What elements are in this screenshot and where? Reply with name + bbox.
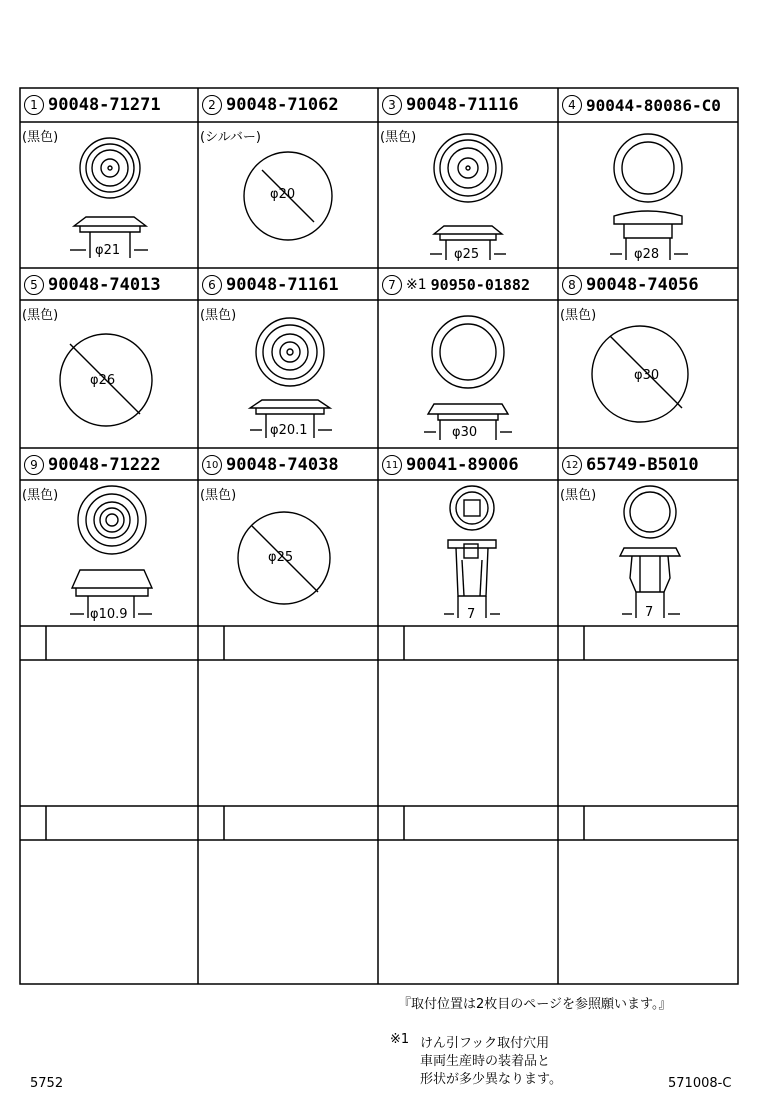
part-1-drawing: [70, 138, 148, 258]
item-number: 10: [202, 455, 222, 475]
part-12-drawing: [620, 486, 680, 618]
item-number: 3: [382, 95, 402, 115]
cell-header-6: [198, 268, 378, 302]
part-8-color: (黒色): [560, 308, 597, 323]
note-mark: ※1: [406, 277, 427, 293]
part-9-dimension: φ10.9: [90, 607, 128, 622]
cell-header-9: [20, 448, 198, 482]
cell-header-5: [20, 268, 198, 302]
cell-header-11: [378, 448, 558, 482]
part-6-drawing: [250, 318, 332, 438]
part-number: 90048-74038: [226, 455, 339, 475]
item-number: 11: [382, 455, 402, 475]
part-number: 90048-74013: [48, 275, 161, 295]
footnote-line-1: けん引フック取付穴用: [420, 1036, 550, 1051]
cell-header-1: [20, 88, 198, 122]
part-number: 90048-71116: [406, 95, 519, 115]
page-code-left: 5752: [30, 1076, 64, 1091]
cell-header-8: [558, 268, 738, 302]
item-number: 1: [24, 95, 44, 115]
part-2-color: (シルバー): [200, 130, 261, 145]
part-3-color: (黒色): [380, 130, 417, 145]
footnote-line-2: 車両生産時の装着品と: [420, 1054, 551, 1069]
part-2-dimension: φ20: [270, 187, 296, 202]
part-number: 90048-71271: [48, 95, 161, 115]
part-number: 90041-89006: [406, 455, 519, 475]
item-number: 5: [24, 275, 44, 295]
part-9-drawing: [70, 486, 152, 618]
part-7-drawing: [424, 316, 512, 440]
part-number: 90048-71161: [226, 275, 339, 295]
page-code-right: 571008-C: [668, 1076, 732, 1091]
item-number: 8: [562, 275, 582, 295]
part-4-dimension: φ28: [634, 247, 660, 262]
item-number: 2: [202, 95, 222, 115]
footnote-mark: ※1: [390, 1032, 410, 1047]
part-3-drawing: [430, 134, 506, 260]
part-12-color: (黒色): [560, 488, 597, 503]
item-number: 6: [202, 275, 222, 295]
item-number: 7: [382, 275, 402, 295]
cell-header-2: [198, 88, 378, 122]
part-number: 90048-71062: [226, 95, 339, 115]
part-12-dimension: 7: [645, 605, 654, 620]
cell-header-12: [558, 448, 738, 482]
item-number: 4: [562, 95, 582, 115]
part-7-dimension: φ30: [452, 425, 478, 440]
part-number: 90048-74056: [586, 275, 699, 295]
part-10-color: (黒色): [200, 488, 237, 503]
part-number: 90048-71222: [48, 455, 161, 475]
item-number: 12: [562, 455, 582, 475]
part-11-dimension: 7: [467, 607, 476, 622]
part-5-color: (黒色): [22, 308, 59, 323]
part-6-dimension: φ20.1: [270, 423, 308, 438]
item-number: 9: [24, 455, 44, 475]
part-6-color: (黒色): [200, 308, 237, 323]
part-4-drawing: [610, 134, 688, 260]
part-1-dimension: φ21: [95, 243, 121, 258]
part-1-color: (黒色): [22, 130, 59, 145]
part-number: 90950-01882: [430, 276, 530, 294]
reference-note: 『取付位置は2枚目のページを参照願います。』: [398, 997, 672, 1012]
cell-header-7: [378, 268, 558, 302]
part-number: 65749-B5010: [586, 455, 699, 475]
cell-header-10: [198, 448, 378, 482]
footnote-line-3: 形状が多少異なります。: [420, 1072, 562, 1087]
part-number: 90044-80086-C0: [586, 95, 721, 115]
part-8-dimension: φ30: [634, 368, 660, 383]
cell-header-3: [378, 88, 558, 122]
cell-header-4: [558, 88, 738, 122]
part-9-color: (黒色): [22, 488, 59, 503]
part-5-dimension: φ26: [90, 373, 116, 388]
part-10-dimension: φ25: [268, 550, 294, 565]
part-11-drawing: [444, 486, 500, 618]
part-3-dimension: φ25: [454, 247, 480, 262]
